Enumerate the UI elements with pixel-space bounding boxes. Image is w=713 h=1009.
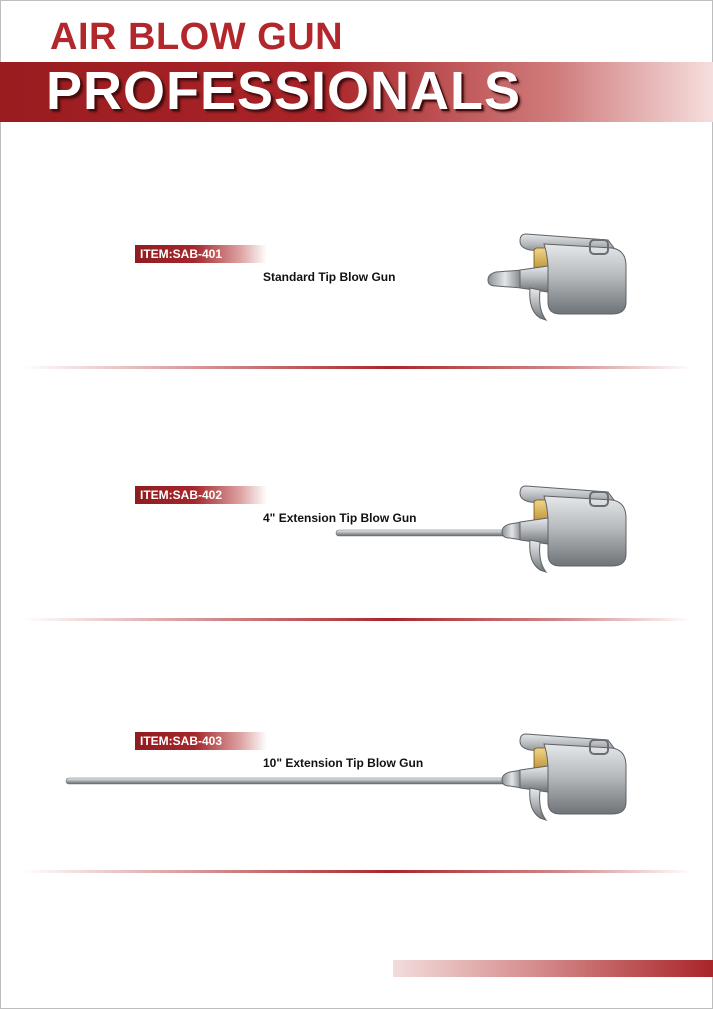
- blow-gun-10in-extension-image: [64, 726, 636, 826]
- item-description-sab-403: 10" Extension Tip Blow Gun: [263, 756, 424, 770]
- blow-gun-4in-extension-image: [334, 478, 636, 578]
- section-divider: [22, 870, 692, 873]
- section-divider: [22, 366, 692, 369]
- item-description-sab-402: 4" Extension Tip Blow Gun: [263, 511, 417, 525]
- blow-gun-standard-tip-image: [486, 226, 636, 326]
- title-air-blow-gun: AIR BLOW GUN: [50, 16, 344, 58]
- item-code-sab-403: ITEM:SAB-403: [135, 732, 267, 750]
- item-code-sab-402: ITEM:SAB-402: [135, 486, 267, 504]
- section-divider: [22, 618, 692, 621]
- footer-band: [393, 960, 713, 977]
- title-professionals: PROFESSIONALS: [46, 61, 522, 121]
- item-description-sab-401: Standard Tip Blow Gun: [263, 270, 396, 284]
- item-code-sab-401: ITEM:SAB-401: [135, 245, 267, 263]
